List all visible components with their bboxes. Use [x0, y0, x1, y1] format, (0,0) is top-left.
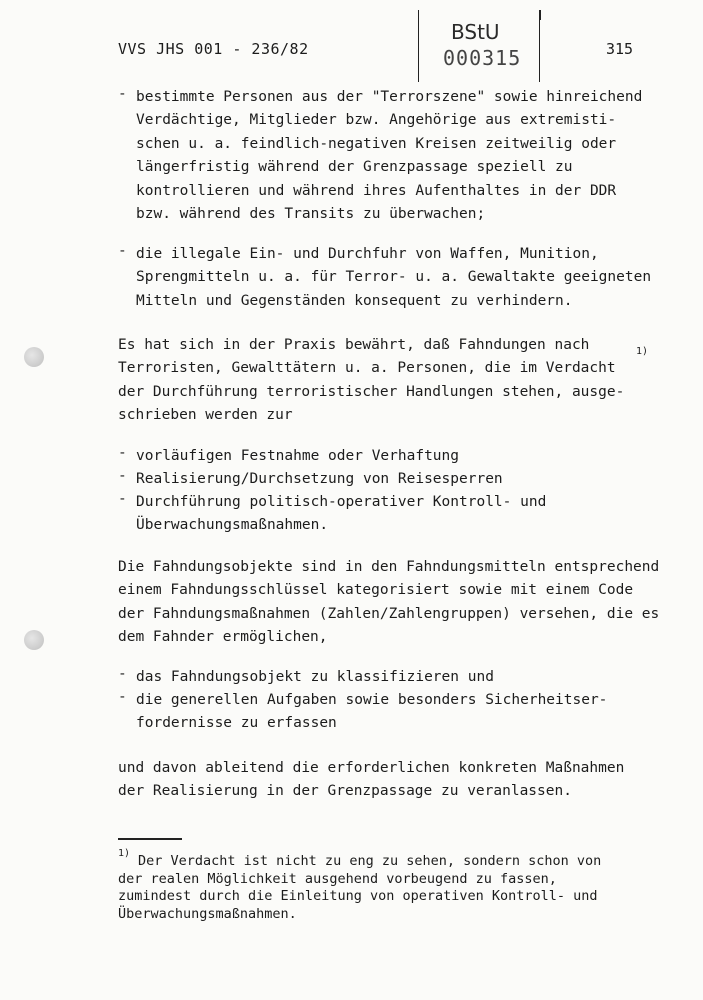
bullet-dash: -: [118, 445, 127, 461]
bullet-item: [136, 445, 459, 468]
paragraph: [118, 334, 624, 428]
footnote-separator: [118, 838, 182, 840]
bullet-dash: -: [118, 666, 127, 682]
text-line: bestimmte Personen aus der "Terrorszene" sowie hinreichend: [136, 89, 643, 105]
bullet-dash: -: [118, 491, 127, 507]
archive-stamp: [418, 12, 540, 82]
text-line: der Fahndungsmaßnahmen (Zahlen/Zahlengruppen) versehen, die es: [118, 605, 660, 622]
paragraph: [118, 757, 624, 804]
text-line: Sprengmitteln u. a. für Terror- u. a. Gewaltakte geeigneten: [136, 269, 652, 286]
text-line: Der Verdacht ist nicht zu eng zu sehen, sondern schon von: [138, 853, 602, 869]
text-line: fordernisse zu erfassen: [136, 715, 337, 732]
text-line: Überwachungsmaßnahmen.: [136, 517, 329, 534]
text-line: und davon ableitend die erforderlichen konkreten Maßnahmen: [118, 760, 625, 776]
punch-hole-bottom: [24, 630, 44, 650]
text-line: der Durchführung terroristischer Handlungen stehen, ausge-: [118, 383, 625, 400]
text-line: Durchführung politisch-operativer Kontroll- und: [136, 494, 547, 510]
text-line: vorläufigen Festnahme oder Verhaftung: [136, 448, 460, 464]
text-line: das Fahndungsobjekt zu klassifizieren und: [136, 669, 494, 685]
text-line: bzw. während des Transits zu überwachen;: [136, 205, 486, 222]
bullet-dash: -: [118, 243, 127, 259]
text-line: der Realisierung in der Grenzpassage zu veranlassen.: [118, 783, 572, 800]
footnote-reference: 1): [636, 346, 649, 357]
bullet-item: [136, 491, 546, 538]
text-line: Terroristen, Gewalttätern u. a. Personen, die im Verdacht: [118, 360, 616, 377]
text-line: Mitteln und Gegenständen konsequent zu verhindern.: [136, 292, 573, 309]
bullet-item: [136, 468, 503, 491]
footnote-text: [138, 853, 601, 871]
bullet-item: [136, 666, 494, 689]
bullet-dash: -: [118, 689, 127, 705]
footnote-text-continued: [118, 871, 598, 924]
footnote-mark: 1): [118, 848, 131, 859]
text-line: die generellen Aufgaben sowie besonders Sicherheitser-: [136, 692, 608, 708]
text-line: der realen Möglichkeit ausgehend vorbeugend zu fassen,: [118, 870, 557, 887]
document-reference: VVS JHS 001 - 236/82: [118, 40, 309, 58]
text-line: Verdächtige, Mitglieder bzw. Angehörige aus extremisti-: [136, 112, 617, 129]
text-line: Überwachungsmaßnahmen.: [118, 905, 297, 922]
text-line: zumindest durch die Einleitung von operativen Kontroll- und: [118, 888, 598, 904]
stamp-tick-right: [539, 10, 541, 20]
text-line: schrieben werden zur: [118, 407, 293, 424]
bullet-item: [136, 86, 642, 226]
text-line: einem Fahndungsschlüssel kategorisiert sowie mit einem Code: [118, 582, 634, 599]
text-line: Es hat sich in der Praxis bewährt, daß Fahndungen nach: [118, 337, 590, 353]
stamp-title: BStU: [451, 20, 500, 44]
text-line: längerfristig während der Grenzpassage speziell zu: [136, 159, 573, 176]
bullet-dash: -: [118, 86, 127, 102]
text-line: die illegale Ein- und Durchfuhr von Waffen, Munition,: [136, 246, 599, 262]
text-line: kontrollieren und während ihres Aufenthaltes in der DDR: [136, 182, 617, 199]
stamp-tick-left: [418, 10, 420, 20]
bullet-item: [136, 689, 607, 736]
paragraph: [118, 556, 659, 650]
punch-hole-top: [24, 347, 44, 367]
text-line: Die Fahndungsobjekte sind in den Fahndungsmitteln entsprechend: [118, 559, 660, 575]
text-line: dem Fahnder ermöglichen,: [118, 629, 328, 646]
text-line: Realisierung/Durchsetzung von Reisesperren: [136, 471, 503, 487]
bullet-dash: -: [118, 468, 127, 484]
bullet-item: [136, 243, 651, 313]
page-number: 315: [606, 40, 634, 58]
text-line: schen u. a. feindlich-negativen Kreisen zeitweilig oder: [136, 135, 617, 152]
stamp-number: 000315: [443, 46, 522, 70]
